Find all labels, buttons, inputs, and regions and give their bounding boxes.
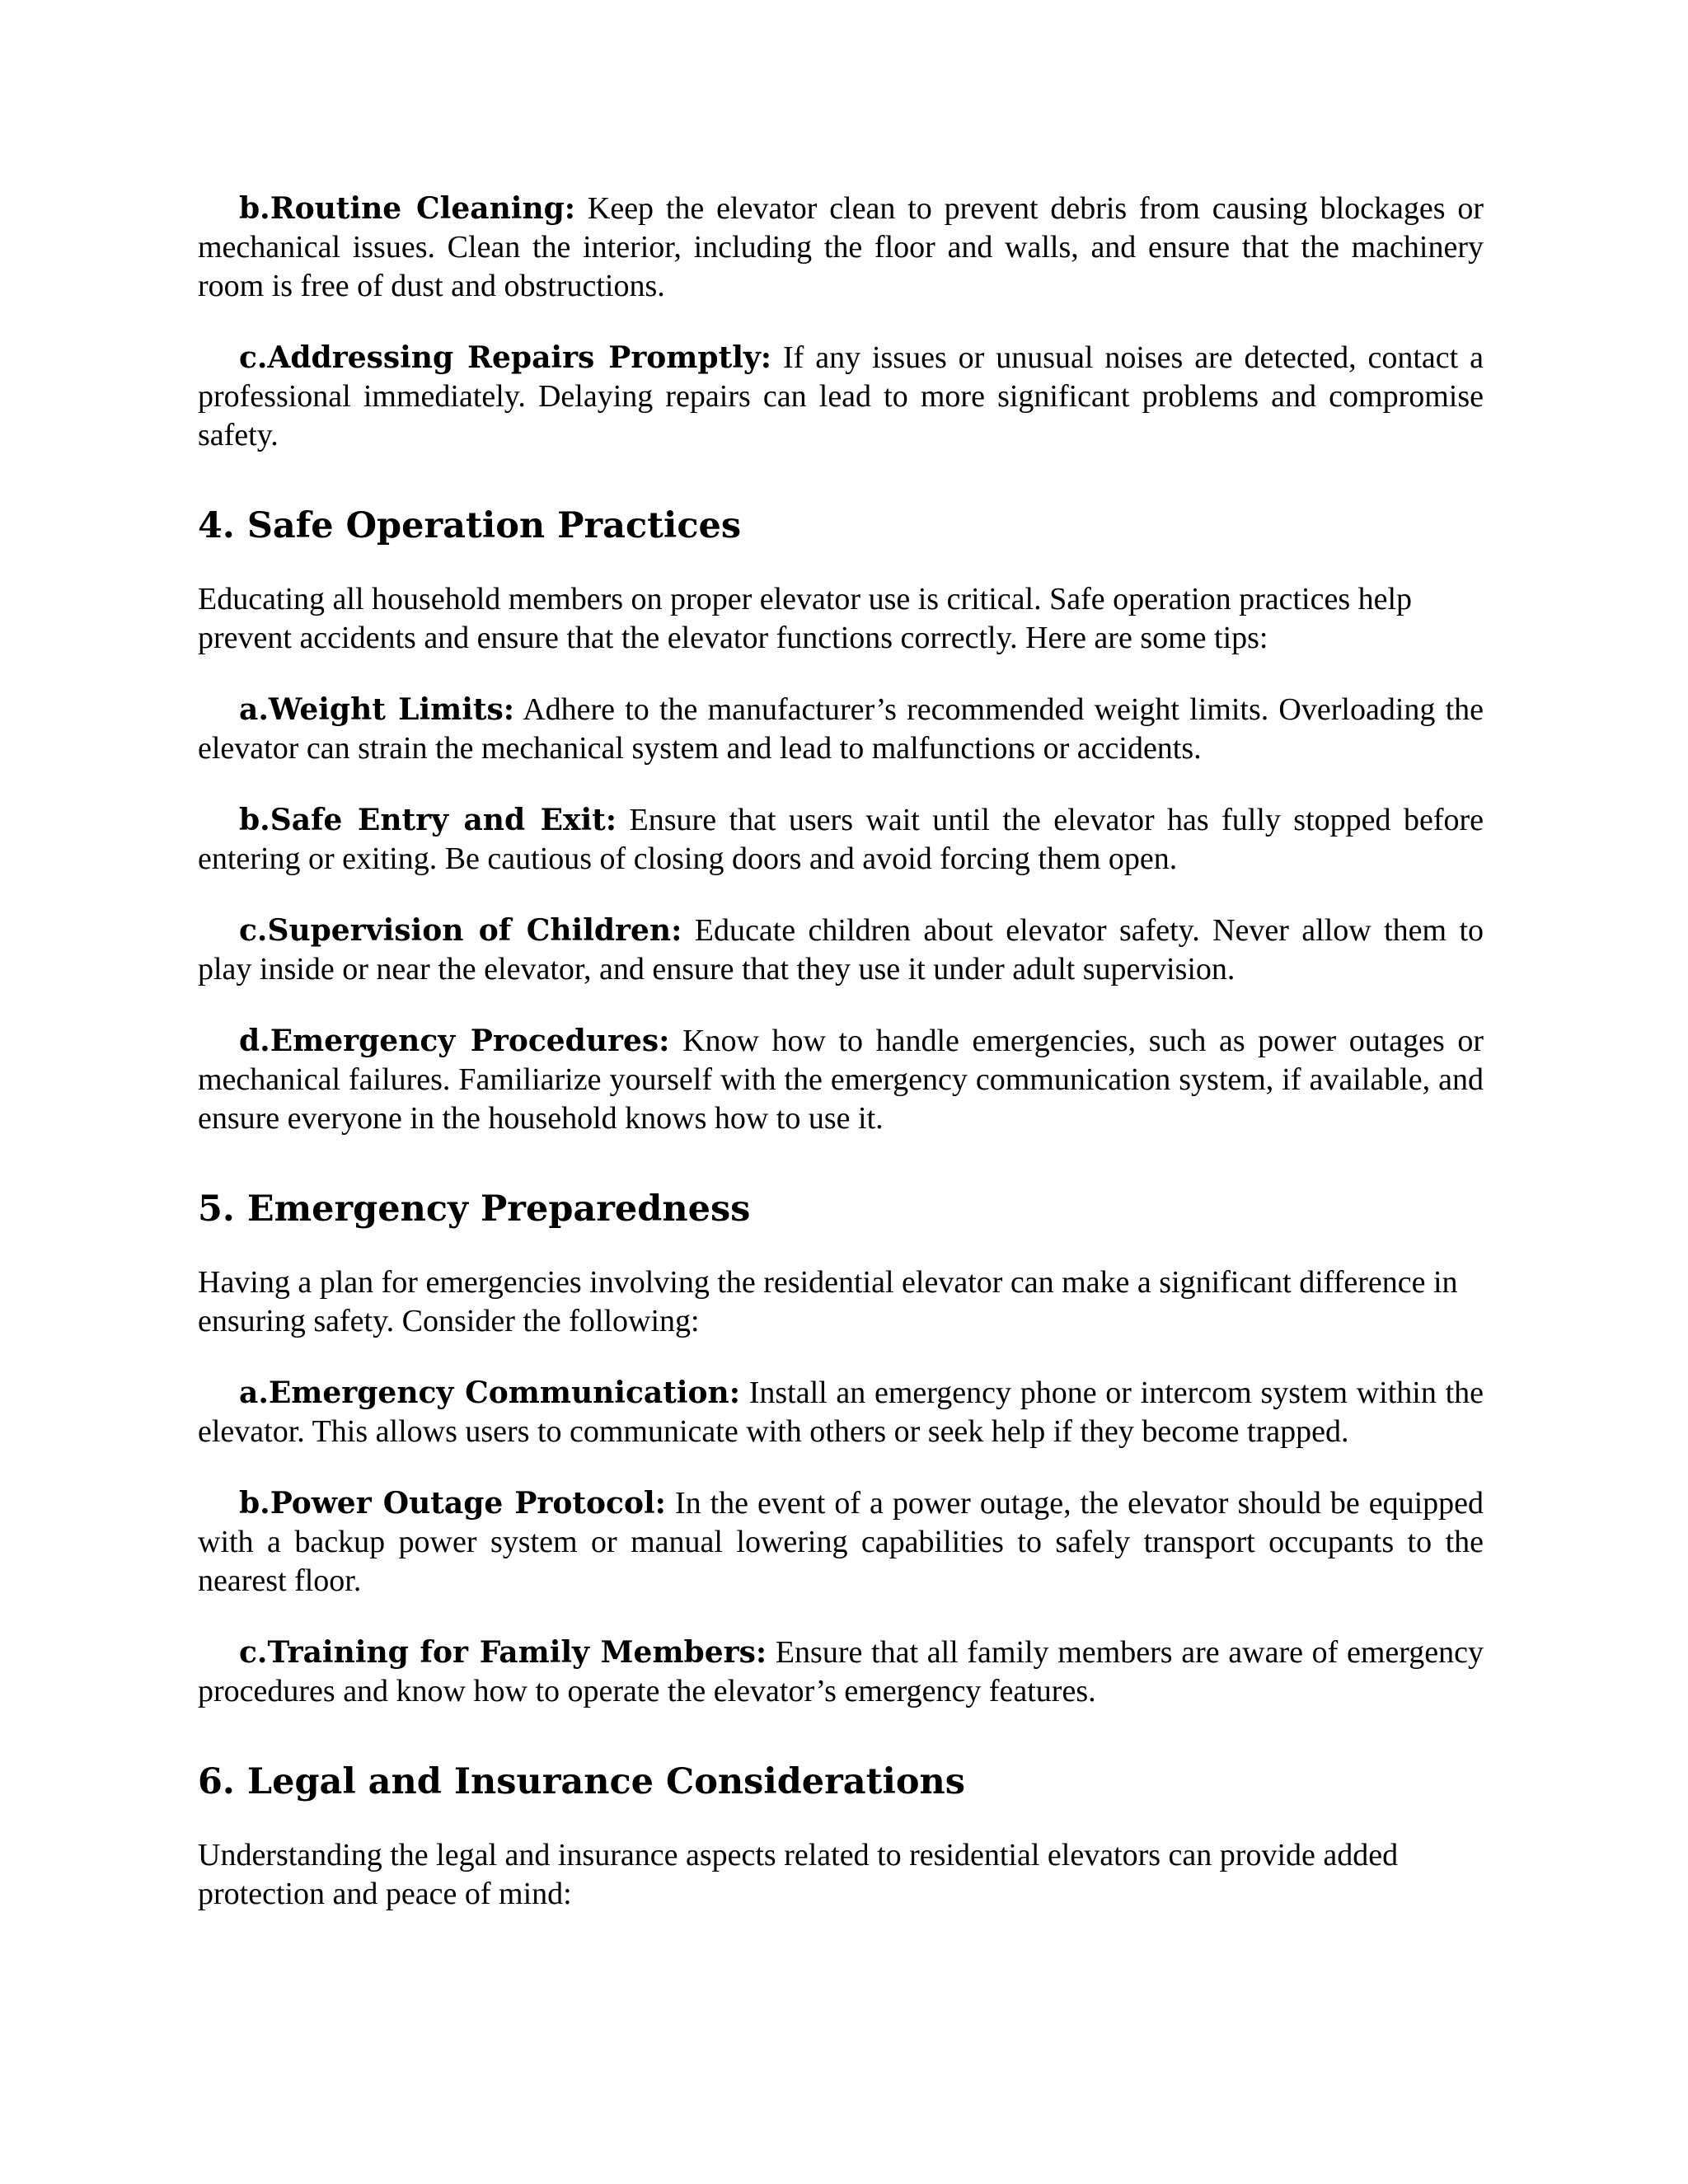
item-weight-limits bbox=[198, 691, 1484, 768]
item-text: Know how to handle emergencies, such as power outages or mechanical failures. Familiarize yourself with the emergency communication system, if available, and ensure everyone in the household knows how to use it. bbox=[198, 1024, 1484, 1136]
item-training-family bbox=[198, 1633, 1484, 1711]
item-text: Educate children about elevator safety. Never allow them to play inside or near the elevator, and ensure that they use it under adult supervision. bbox=[198, 913, 1484, 987]
item-term: a.Emergency Communication: bbox=[239, 1376, 740, 1410]
item-term: b.Power Outage Protocol: bbox=[239, 1486, 666, 1521]
item-text: In the event of a power outage, the elevator should be equipped with a backup power system or manual lowering capabilities to safely transport occupants to the nearest floor. bbox=[198, 1486, 1484, 1598]
item-term: b.Safe Entry and Exit: bbox=[239, 803, 617, 837]
item-term: c.Training for Family Members: bbox=[239, 1635, 767, 1670]
item-routine-cleaning bbox=[198, 190, 1484, 306]
item-term: c.Supervision of Children: bbox=[239, 913, 682, 948]
section-intro: Having a plan for emergencies involving the residential elevator can make a significant difference in ensuring safety. Consider the following: bbox=[198, 1265, 1458, 1338]
section-intro: Understanding the legal and insurance aspects related to residential elevators can provide added protection and peace of mind: bbox=[198, 1838, 1399, 1911]
item-text: Adhere to the manufacturer’s recommended weight limits. Overloading the elevator can strain the mechanical system and lead to malfunctions or accidents. bbox=[198, 692, 1484, 766]
item-addressing-repairs bbox=[198, 339, 1484, 455]
item-term: b.Routine Cleaning: bbox=[239, 191, 576, 226]
item-text: Keep the elevator clean to prevent debris from causing blockages or mechanical issues. Clean the interior, including the floor and walls, and ensure that the machinery room is free of dust and obstructions. bbox=[198, 191, 1484, 303]
item-text: Install an emergency phone or intercom system within the elevator. This allows users to communicate with others or seek help if they become trapped. bbox=[198, 1376, 1484, 1449]
item-power-outage-protocol bbox=[198, 1484, 1484, 1601]
item-safe-entry-exit bbox=[198, 801, 1484, 879]
item-supervision-children bbox=[198, 912, 1484, 989]
item-emergency-procedures bbox=[198, 1022, 1484, 1138]
item-text: Ensure that all family members are aware of emergency procedures and know how to operate the elevator’s emergency features. bbox=[198, 1635, 1484, 1708]
section-heading-safe-operation: 4. Safe Operation Practices bbox=[198, 505, 742, 546]
document-page bbox=[198, 190, 1484, 1947]
item-text: If any issues or unusual noises are detected, contact a professional immediately. Delaying repairs can lead to more significant problems and compromise safety. bbox=[198, 340, 1484, 452]
section-heading-emergency-preparedness: 5. Emergency Preparedness bbox=[198, 1188, 751, 1230]
section-heading-legal-insurance: 6. Legal and Insurance Considerations bbox=[198, 1761, 965, 1802]
section-intro: Educating all household members on proper elevator use is critical. Safe operation practices help prevent accidents and ensure that the elevator functions correctly. Here are some tips: bbox=[198, 582, 1413, 655]
item-term: a.Weight Limits: bbox=[239, 692, 515, 727]
item-term: c.Addressing Repairs Promptly: bbox=[239, 340, 772, 375]
item-text: Ensure that users wait until the elevator has fully stopped before entering or exiting. Be cautious of closing doors and avoid forcing them open. bbox=[198, 803, 1484, 876]
item-term: d.Emergency Procedures: bbox=[239, 1024, 670, 1058]
item-emergency-communication bbox=[198, 1374, 1484, 1451]
